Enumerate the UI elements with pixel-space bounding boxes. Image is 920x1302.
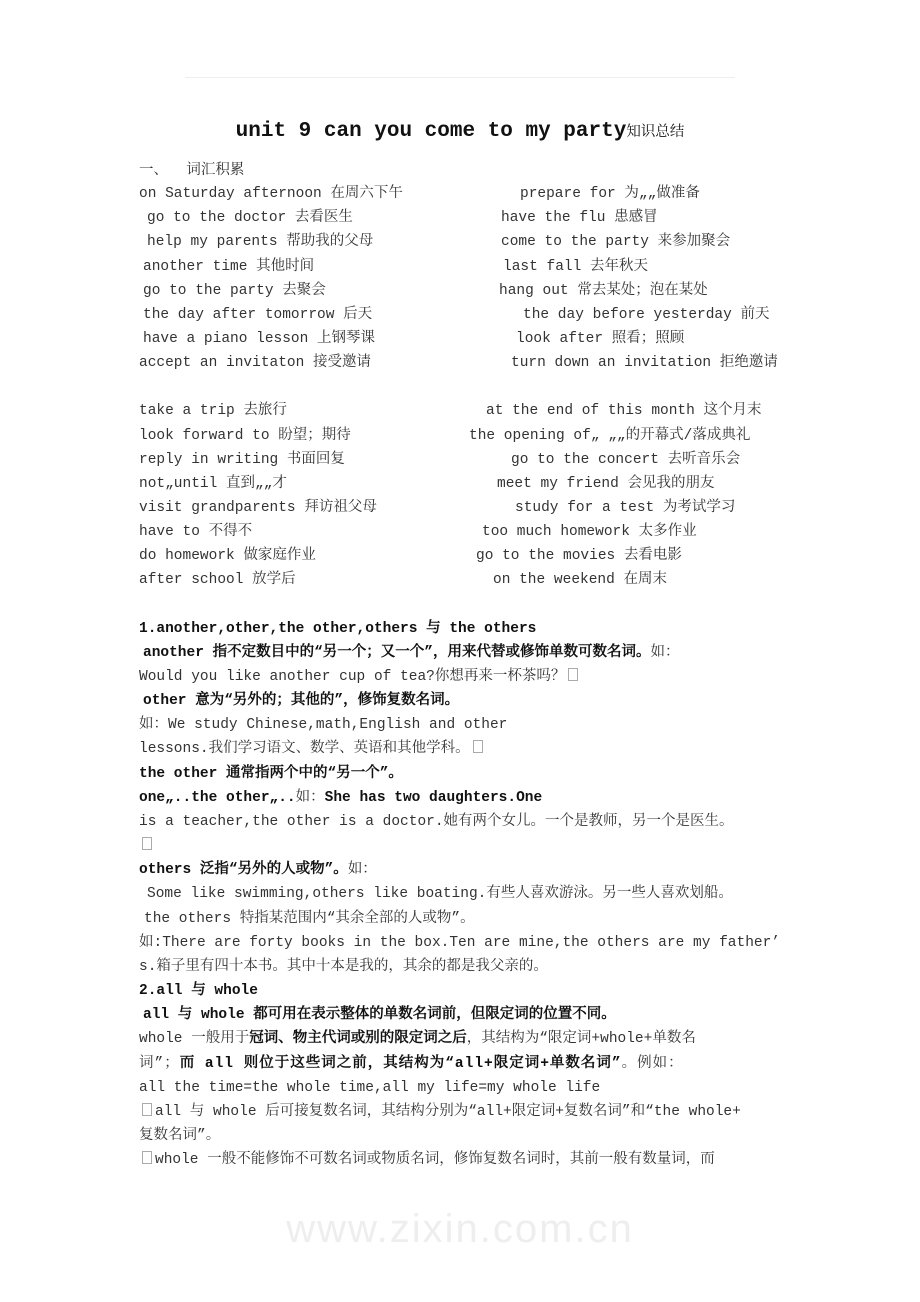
vocab-item-right: study for a test 为考试学习 [515, 499, 736, 516]
vocab-item-left: visit grandparents 拜访祖父母 [139, 499, 377, 516]
vocab-list-2 [139, 399, 794, 592]
document-body [139, 158, 794, 1172]
vocab-item-right: the day before yesterday 前天 [523, 306, 770, 323]
vocab-row [139, 279, 794, 303]
vocab-row [139, 448, 794, 472]
one-other-example: is a teacher,the other is a doctor.她有两个女儿。一个是教师，另一个是医生。 [139, 813, 734, 830]
vocab-item-left: reply in writing 书面回复 [139, 451, 345, 468]
others-example: Some like swimming,others like boating.有些人喜欢游泳。另一些人喜欢划船。 [147, 886, 733, 903]
vocab-item-left: go to the doctor 去看医生 [147, 210, 353, 227]
another-rule: another 指不定数目中的“另一个；又一个”，用来代替或修饰单数可数名词。如： [143, 644, 680, 661]
vocab-list-1 [139, 182, 794, 375]
all-whole-rule: all 与 whole 都可用在表示整体的单数名词前，但限定词的位置不同。 [143, 1007, 616, 1024]
vocab-row [139, 496, 794, 520]
vocab-item-left: take a trip 去旅行 [139, 403, 287, 420]
vocab-row [139, 182, 794, 206]
watermark: www.zixin.com.cn [286, 1207, 634, 1251]
title-english: unit 9 can you come to my party [235, 120, 627, 143]
vocab-item-left: on Saturday afternoon 在周六下午 [139, 186, 403, 203]
one-other-rule: one„..the other„..如：She has two daughters.One [139, 789, 543, 806]
vocab-item-right: the opening of„ „„的开幕式/落成典礼 [469, 427, 751, 444]
vocab-row [139, 230, 794, 254]
vocab-row [139, 520, 794, 544]
vocab-item-right: last fall 去年秋天 [503, 258, 649, 275]
vocab-item-left: after school 放学后 [139, 572, 296, 589]
vocab-item-right: go to the movies 去看电影 [476, 548, 682, 565]
grammar-heading-2: 2.all 与 whole [139, 983, 258, 1000]
plural-rule-2: 复数名词”。 [139, 1127, 221, 1144]
others-rule: others 泛指“另外的人或物”。如： [139, 862, 377, 879]
vocab-item-right: prepare for 为„„做准备 [520, 186, 700, 203]
whole-rule-2: 词”；而 all 则位于这些词之前，其结构为“all+限定词+单数名词”。例如： [139, 1055, 684, 1072]
vocab-item-right: at the end of this month 这个月末 [486, 403, 762, 420]
vocab-row [139, 472, 794, 496]
whole-rule-1: whole 一般用于冠词、物主代词或别的限定词之后，其结构为“限定词+whole+单数名 [139, 1031, 696, 1048]
vocab-item-right: hang out 常去某处；泡在某处 [499, 282, 708, 299]
another-example: Would you like another cup of tea?你想再来一杯茶吗？ [139, 665, 794, 689]
vocab-row [139, 327, 794, 351]
vocab-item-left: help my parents 帮助我的父母 [147, 234, 374, 251]
vocab-item-right: on the weekend 在周末 [493, 572, 668, 589]
the-others-example-2: s.箱子里有四十本书。其中十本是我的，其余的都是我父亲的。 [139, 958, 548, 975]
vocab-row [139, 568, 794, 592]
vocab-item-left: have a piano lesson 上钢琴课 [143, 331, 376, 347]
the-others-rule: the others 特指某范围内“其余全部的人或物”。 [144, 910, 475, 927]
section-heading: 一、 词汇积累 [139, 162, 245, 178]
vocab-item-left: another time 其他时间 [143, 258, 315, 275]
vocab-row [139, 424, 794, 448]
vocab-item-left: the day after tomorrow 后天 [143, 306, 373, 323]
vocab-row [139, 351, 794, 375]
vocab-item-left: look forward to 盼望；期待 [139, 427, 351, 444]
vocab-item-right: have the flu 患感冒 [501, 210, 658, 227]
the-others-example-1: 如:There are forty books in the box.Ten are mine,the others are my father’ [139, 934, 781, 951]
vocab-item-left: accept an invitaton 接受邀请 [139, 355, 372, 372]
vocab-item-left: not„until 直到„„才 [139, 475, 287, 492]
vocab-row [139, 206, 794, 230]
vocab-row [139, 544, 794, 568]
whole-example: all the time=the whole time,all my life=my whole life [139, 1079, 601, 1096]
other-example-2: lessons.我们学习语文、数学、英语和其他学科。 [139, 737, 794, 761]
other-rule: other 意为“另外的；其他的”，修饰复数名词。 [143, 693, 460, 710]
vocab-item-left: go to the party 去聚会 [143, 282, 326, 299]
vocab-item-right: turn down an invitation 拒绝邀请 [511, 355, 778, 372]
grammar-heading-1: 1.another,other,the other,others 与 the others [139, 620, 537, 637]
vocab-item-left: do homework 做家庭作业 [139, 548, 316, 565]
plural-rule-1: all 与 whole 后可接复数名词，其结构分别为“all+限定词+复数名词”和“the whole+ [139, 1100, 794, 1124]
uncountable-rule: whole 一般不能修饰不可数名词或物质名词，修饰复数名词时，其前一般有数量词，而 [139, 1148, 794, 1172]
the-other-rule: the other 通常指两个中的“另一个”。 [139, 765, 403, 782]
other-example-1: 如：We study Chinese,math,English and other [139, 717, 508, 734]
vocab-row [139, 303, 794, 327]
vocab-item-right: meet my friend 会见我的朋友 [497, 475, 715, 492]
vocab-row [139, 255, 794, 279]
vocab-item-left: have to 不得不 [139, 524, 253, 541]
placeholder-box [139, 834, 794, 858]
document-title [0, 120, 920, 143]
vocab-row [139, 399, 794, 423]
vocab-item-right: look after 照看；照顾 [516, 331, 685, 347]
title-chinese: 知识总结 [626, 124, 685, 140]
header-rule [185, 77, 735, 78]
vocab-item-right: too much homework 太多作业 [482, 524, 697, 541]
vocab-item-right: come to the party 来参加聚会 [501, 234, 731, 251]
vocab-item-right: go to the concert 去听音乐会 [511, 451, 741, 468]
